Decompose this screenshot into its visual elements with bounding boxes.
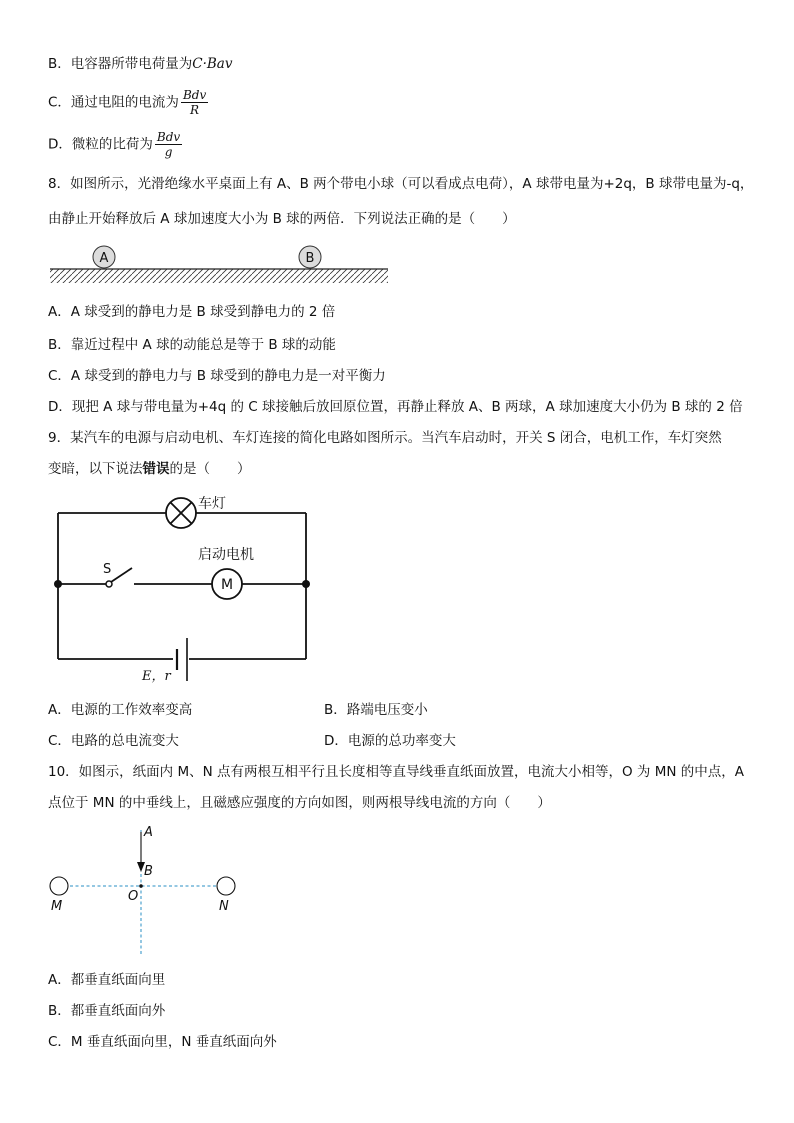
q10-option-a: A．都垂直纸面向里 bbox=[48, 972, 166, 988]
q9-option-b: B．路端电压变小 bbox=[324, 702, 428, 718]
q7-option-b-expression: C·Bav bbox=[192, 56, 233, 72]
q8-stem-line1: 8．如图所示，光滑绝缘水平桌面上有 A、B 两个带电小球（可以看成点电荷），A 球带电量为+2q，B 球带电量为-q， bbox=[48, 176, 754, 192]
junction-right bbox=[302, 580, 310, 588]
q8-option-b: B．靠近过程中 A 球的动能总是等于 B 球的动能 bbox=[48, 337, 336, 353]
q8-option-a: A．A 球受到的静电力是 B 球受到静电力的 2 倍 bbox=[48, 304, 336, 320]
label-b: B bbox=[144, 864, 153, 879]
label-n: N bbox=[219, 899, 229, 914]
label-o: O bbox=[128, 889, 139, 904]
q8-figure bbox=[48, 244, 393, 288]
battery-icon bbox=[173, 638, 189, 681]
q7-option-b-text: B．电容器所带电荷量为 bbox=[48, 56, 193, 72]
label-m: M bbox=[51, 899, 63, 914]
q10-stem-line1: 10．如图示，纸面内 M、N 点有两根互相平行且长度相等直导线垂直纸面放置，电流大小相等，O 为 MN 的中点，A bbox=[48, 764, 744, 780]
q9-stem-line2: 变暗，以下说法错误的是（ ） bbox=[48, 461, 251, 477]
wire-m bbox=[50, 877, 68, 895]
q7-option-c bbox=[48, 88, 208, 117]
q8-option-c: C．A 球受到的静电力与 B 球受到的静电力是一对平衡力 bbox=[48, 368, 386, 384]
lamp-icon bbox=[166, 498, 196, 528]
q7-option-b bbox=[48, 54, 232, 74]
q7-option-d bbox=[48, 130, 182, 159]
label-a: A bbox=[144, 825, 153, 840]
q10-option-c: C．M 垂直纸面向里，N 垂直纸面向外 bbox=[48, 1034, 277, 1050]
switch-label: S bbox=[103, 562, 112, 577]
q7-option-c-fraction: $\frac{\text{Bdv}}{R}$ bbox=[182, 88, 207, 117]
battery-label: E，r bbox=[142, 669, 171, 684]
q9-option-c: C．电路的总电流变大 bbox=[48, 733, 179, 749]
q8-option-d: D．现把 A 球与带电量为+4q 的 C 球接触后放回原位置，再静止释放 A、B 两球，A 球加速度大小仍为 B 球的 2 倍 bbox=[48, 399, 743, 415]
q9-circuit-diagram bbox=[40, 490, 330, 690]
q7-option-c-text: C．通过电阻的电流为 bbox=[48, 94, 179, 111]
table-surface-hatch bbox=[50, 269, 388, 283]
motor-symbol: M bbox=[220, 577, 234, 593]
q9-option-d: D．电源的总功率变大 bbox=[324, 733, 456, 749]
ball-a-label: A bbox=[99, 251, 109, 266]
q7-option-d-text: D．微粒的比荷为 bbox=[48, 136, 153, 153]
q8-stem-line2: 由静止开始释放后 A 球加速度大小为 B 球的两倍．下列说法正确的是（ ） bbox=[48, 211, 516, 227]
q9-emphasis: 错误 bbox=[142, 461, 170, 477]
ball-b-label: B bbox=[305, 251, 315, 266]
motor-label: 启动电机 bbox=[198, 547, 254, 563]
q9-stem-line1: 9．某汽车的电源与启动电机、车灯连接的简化电路如图所示。当汽车启动时，开关 S 闭合，电机工作，车灯突然 bbox=[48, 430, 722, 446]
point-o bbox=[139, 884, 143, 888]
q10-stem-line2: 点位于 MN 的中垂线上，且磁感应强度的方向如图，则两根导线电流的方向（ ） bbox=[48, 795, 551, 811]
q7-option-d-fraction: $\frac{\text{Bdv}}{g}$ bbox=[156, 130, 181, 159]
q9-option-a: A．电源的工作效率变高 bbox=[48, 702, 193, 718]
q10-figure bbox=[40, 820, 260, 960]
junction-left bbox=[54, 580, 62, 588]
lamp-label: 车灯 bbox=[198, 496, 226, 512]
wire-n bbox=[217, 877, 235, 895]
q10-option-b: B．都垂直纸面向外 bbox=[48, 1003, 166, 1019]
